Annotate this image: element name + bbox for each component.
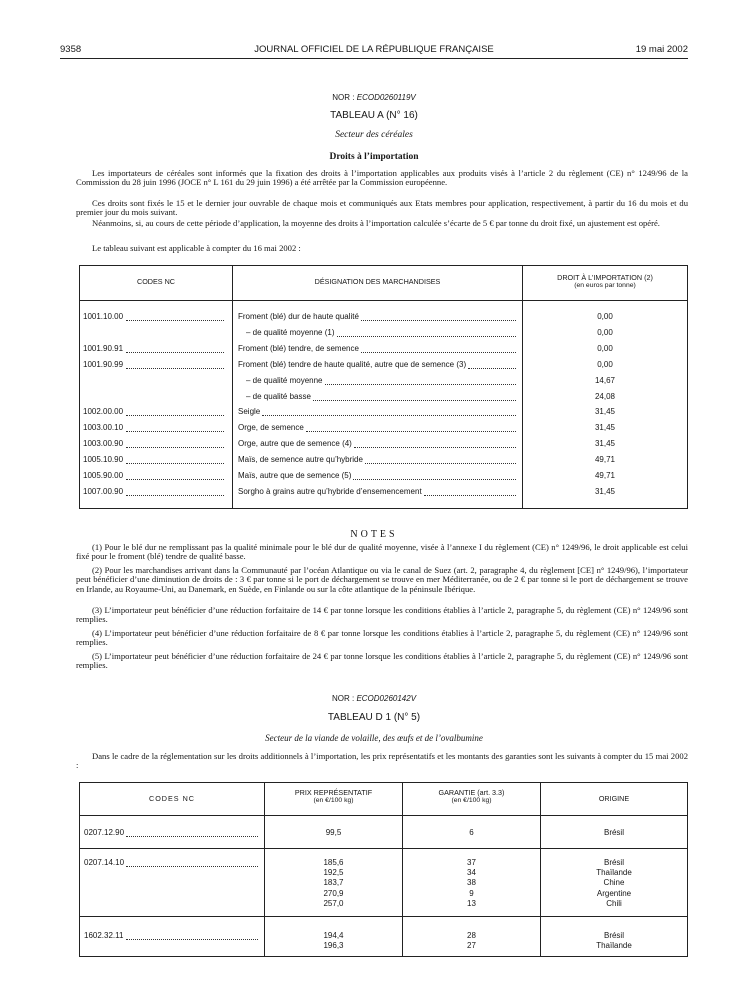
leader-dots [424, 495, 516, 496]
leader-dots [126, 463, 224, 464]
table-a-value: 0,00 [597, 359, 613, 369]
table-a-value: 31,45 [594, 423, 616, 433]
table-d-code: 0207.14.10 [84, 858, 125, 867]
table-d-prix: 183,7 [323, 878, 344, 888]
table-a-value: 0,00 [597, 312, 613, 321]
col-header-codes-d: CODES NC [149, 794, 195, 803]
leader-dots [262, 415, 516, 416]
table-d-origine: Chili [606, 898, 622, 908]
note-5: (5) L’importateur peut bénéficier d’une réduction forfaitaire de 24 € par tonne lorsque les conditions établies à l’article 2, paragraphe 5, du règlement (CE) n° 1249/96 sont remplies. [76, 651, 688, 671]
leader-dots [354, 447, 516, 448]
table-a-code: 1001.90.91 [83, 343, 124, 353]
leader-dots [126, 447, 224, 448]
table-d-garantie: 37 [467, 858, 476, 867]
nor-code: ECOD0260119V [356, 93, 416, 102]
col-header-droit: DROIT À L’IMPORTATION (2) (en euros par tonne) [557, 273, 653, 289]
table-a-code: 1005.10.90 [83, 455, 124, 465]
leader-dots [353, 479, 516, 480]
leader-dots [126, 479, 224, 480]
notes-title: NOTES [350, 529, 398, 540]
nor-label: NOR : [332, 93, 355, 102]
table-a-designation: – de qualité moyenne [246, 375, 323, 385]
issue-date: 19 mai 2002 [635, 44, 688, 55]
table-d-paragraph: Dans le cadre de la réglementation sur les droits additionnels à l’importation, les prix représentatifs et les montants des garanties sont les suivants à compter du 15 mai 2002 : [76, 751, 688, 771]
table-d-garantie: 9 [469, 888, 474, 898]
leader-dots [126, 368, 224, 369]
table-a-value: 31,45 [594, 486, 616, 496]
table-a-designation: Seigle [238, 407, 261, 417]
table-d-garantie: 34 [467, 868, 476, 878]
note-2: (2) Pour les marchandises arrivant dans la Communauté par l’océan Atlantique ou via le canal de Suez (art. 2, paragraphe 4, du règlement [CE] n° 1249/96), l’importateur peut bénéficier d’une diminution de droits de : 3 € par tonne si le port de déchargement se trouve en mer Méditerranée, ou de 2 € par tonne si le port de déchargement se trouve en Irlande, au Royaume-Uni, au Danemark, en Suède, en Finlande ou sur la côte atlantique de la péninsule Ibérique. [76, 565, 688, 594]
table-a-code: 1003.00.90 [83, 439, 124, 449]
col-header-garantie: GARANTIE (art. 3.3) (en €/100 kg) [438, 788, 505, 804]
table-a-heading: Droits à l’importation [329, 152, 419, 162]
table-a-designation: Orge, autre que de semence (4) [238, 439, 352, 449]
leader-dots [365, 463, 516, 464]
table-d-origine: Argentine [596, 888, 632, 898]
table-d-code: 1602.32.11 [84, 931, 124, 940]
nor-reference-d [60, 694, 688, 703]
note-3: (3) L’importateur peut bénéficier d’une réduction forfaitaire de 14 € par tonne lorsque les conditions établies à l’article 2, paragraphe 5, du règlement (CE) n° 1249/96 sont remplies. [76, 605, 688, 625]
table-d-garantie: 27 [467, 941, 476, 951]
nor-label: NOR : [331, 694, 355, 703]
table-d-origine: Brésil [603, 858, 624, 867]
leader-dots [126, 939, 258, 940]
table-d-title: TABLEAU D 1 (N° 5) [327, 712, 421, 723]
table-d-prix: 192,5 [323, 868, 344, 878]
table-d-prix: 270,9 [323, 888, 344, 898]
table-a-designation: – de qualité moyenne (1) [246, 327, 335, 337]
table-a-designation: Froment (blé) tendre de haute qualité, autre que de semence (3) [238, 359, 467, 369]
table-d-origine: Brésil [603, 828, 624, 837]
intro-paragraph-3: Néanmoins, si, au cours de cette période d’application, la moyenne des droits à l’importation calculée s’écarte de 5 € par tonne du droit fixé, un ajustement est opéré. [92, 218, 660, 228]
note-4: (4) L’importateur peut bénéficier d’une réduction forfaitaire de 8 € par tonne lorsque les conditions établies à l’article 2, paragraphe 5, du règlement (CE) n° 1249/96 sont remplies. [76, 628, 688, 648]
table-a-designation: Froment (blé) tendre, de semence [238, 343, 359, 353]
leader-dots [126, 415, 224, 416]
leader-dots [126, 836, 258, 837]
table-a-title: TABLEAU A (N° 16) [330, 110, 418, 121]
table-a-value: 49,71 [594, 455, 616, 465]
table-d-garantie: 6 [469, 828, 474, 837]
intro-paragraph-4: Le tableau suivant est applicable à compter du 16 mai 2002 : [92, 243, 301, 253]
table-d-prix: 99,5 [325, 828, 342, 837]
table-a-designation: Froment (blé) dur de haute qualité [238, 312, 359, 321]
table-d-origine: Brésil [603, 931, 624, 940]
table-d-garantie: 38 [467, 878, 476, 888]
table-a-code: 1005.90.00 [83, 471, 124, 480]
table-a-code: 1007.00.90 [83, 486, 124, 496]
table-d-origine: Thaïlande [596, 868, 632, 878]
table-a-designation: Sorgho à grains autre qu’hybride d’ensemencement [238, 486, 422, 496]
header-rule [60, 58, 688, 59]
leader-dots [126, 495, 224, 496]
leader-dots [325, 384, 517, 385]
leader-dots [361, 320, 516, 321]
note-1: (1) Pour le blé dur ne remplissant pas la qualité minimale pour le blé dur de qualité moyenne, visée à l’annexe I du règlement (CE) n° 1249/96, le droit applicable est celui fixé pour le froment (blé) tendre de qualité basse. [76, 542, 688, 562]
table-d-prix: 185,6 [323, 858, 344, 867]
table-d-origine: Chine [603, 878, 625, 888]
table-d-code: 0207.12.90 [84, 828, 125, 837]
table-d-garantie: 13 [467, 898, 476, 908]
nor-code: ECOD0260142V [356, 694, 417, 703]
table-a-value: 0,00 [597, 343, 613, 353]
table-a-value: 0,00 [597, 327, 613, 337]
table-a-code: 1003.00.10 [83, 423, 124, 433]
table-d-prix: 257,0 [323, 898, 344, 908]
table-d-sector: Secteur de la viande de volaille, des œufs et de l’ovalbumine [265, 733, 483, 743]
table-a-designation: Maïs, de semence autre qu’hybride [238, 455, 363, 465]
col-header-origine: ORIGINE [598, 794, 630, 803]
table-a-designation: Maïs, autre que de semence (5) [238, 471, 352, 480]
table-d-prix: 196,3 [323, 941, 344, 951]
leader-dots [313, 400, 516, 401]
table-a-code: 1002.00.00 [83, 407, 124, 417]
table-d-origine: Thaïlande [596, 941, 632, 951]
intro-paragraph-2: Ces droits sont fixés le 15 et le dernier jour ouvrable de chaque mois et communiqués aux Etats membres pour application, respectivement, à partir du 16 du mois et du premier jour du mois suivant. [76, 198, 688, 218]
table-d-garantie: 28 [467, 931, 476, 940]
leader-dots [126, 866, 258, 867]
table-a-sector: Secteur des céréales [335, 130, 413, 140]
leader-dots [126, 352, 224, 353]
nor-reference-a [60, 93, 688, 102]
table-a-code: 1001.10.00 [83, 312, 124, 321]
table-a-designation: – de qualité basse [246, 391, 311, 401]
table-a-value: 31,45 [594, 439, 616, 449]
table-a-value: 24,08 [594, 391, 616, 401]
col-header-prix: PRIX REPRÉSENTATIF (en €/100 kg) [294, 788, 373, 804]
intro-paragraph-1: Les importateurs de céréales sont informés que la fixation des droits à l’importation applicables aux produits visés à l’article 2 du règlement (CE) n° 1249/96 de la Commission du 28 juin 1996 (JOCE n° L 161 du 29 juin 1996) a été arrêtée par la Commission européenne. [76, 168, 688, 188]
leader-dots [468, 368, 516, 369]
leader-dots [306, 431, 516, 432]
leader-dots [126, 431, 224, 432]
leader-dots [361, 352, 516, 353]
col-header-designation: DÉSIGNATION DES MARCHANDISES [314, 277, 441, 286]
table-a-value: 14,67 [594, 375, 616, 385]
table-a-designation: Orge, de semence [238, 423, 304, 433]
table-d-prix: 194,4 [323, 931, 344, 940]
table-a-value: 31,45 [594, 407, 616, 417]
journal-title: JOURNAL OFFICIEL DE LA RÉPUBLIQUE FRANÇAISE [254, 44, 494, 55]
leader-dots [337, 336, 517, 337]
table-a-code: 1001.90.99 [83, 359, 124, 369]
leader-dots [126, 320, 224, 321]
page-number: 9358 [60, 44, 82, 55]
table-a-value: 49,71 [594, 471, 616, 480]
col-header-codes: CODES NC [137, 277, 175, 286]
